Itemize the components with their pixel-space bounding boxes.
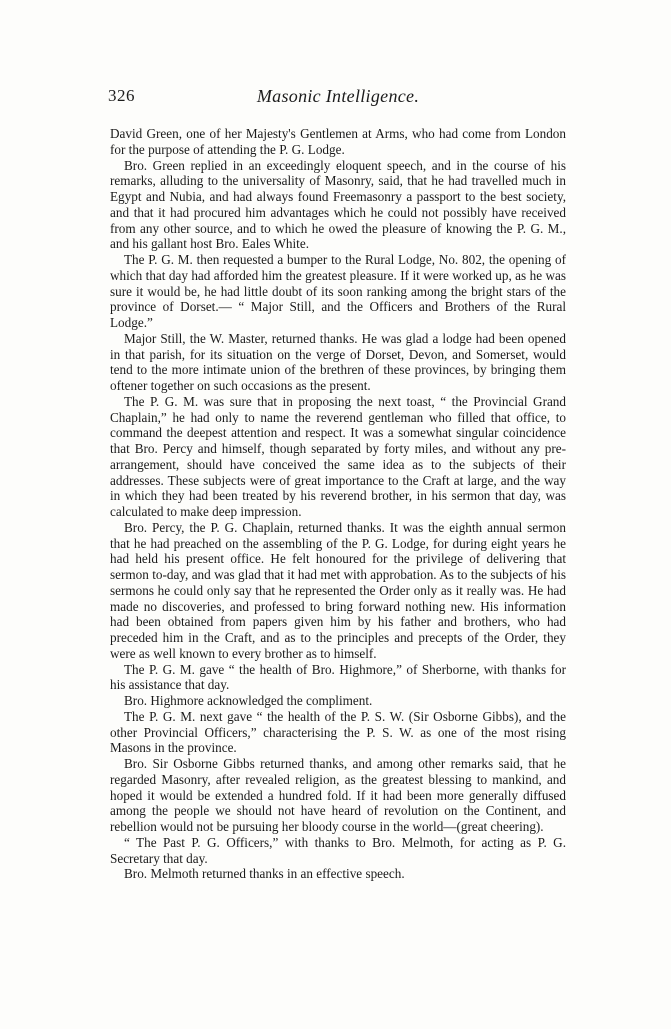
paragraph: Bro. Highmore acknowledged the compliment. [124,693,373,708]
page-header [108,86,568,116]
paragraph: The P. G. M. then requested a bumper to the Rural Lodge, No. 802, the opening of which that day had afforded him the greatest pleasure. If it were worked up, as he was sure it would be, he had little doubt of its soon ranking among the bright stars of the province of Dorset.— “ Major Still, and the Officers and Brothers of the Rural Lodge.” [110,252,566,330]
paragraph: The P. G. M. gave “ the health of Bro. Highmore,” of Sherborne, with thanks for his assistance that day. [110,661,566,693]
paragraph: Bro. Sir Osborne Gibbs returned thanks, and among other remarks said, that he regarded Masonry, after revealed religion, as the greatest blessing to mankind, and hoped it would be extended a hundred fold. If it had been more generally diffused among the people we should not have heard of revolution on the Continent, and rebellion would not be pursuing her bloody course in the world—(great cheering). [110,756,566,834]
paragraph: Major Still, the W. Master, returned thanks. He was glad a lodge had been opened in that parish, for its situation on the verge of Dorset, Devon, and Somerset, would tend to the more intimate union of the brethren of these provinces, by bringing them oftener together on such occasions as the present. [110,330,566,393]
paragraph: David Green, one of her Majesty's Gentlemen at Arms, who had come from London for the purpose of attending the P. G. Lodge. [110,126,566,157]
article-body [110,126,566,882]
paragraph: Bro. Percy, the P. G. Chaplain, returned thanks. It was the eighth annual sermon that he had preached on the assembling of the P. G. Lodge, for during eight years he had held his present office. He felt honoured for the privilege of delivering that sermon to-day, and was glad that it had met with approbation. As to the subjects of his sermons he could only say that he represented the Order only as it really was. He had made no discoveries, and professed to bring forward nothing new. His information had been obtained from papers given him by his father and brothers, who had preceded him in the Craft, and as to the principles and precepts of the Order, they were as well known to every brother as to himself. [110,519,566,661]
running-head: Masonic Intelligence. [256,86,420,106]
paragraph: The P. G. M. next gave “ the health of the P. S. W. (Sir Osborne Gibbs), and the other Provincial Officers,” characterising the P. S. W. as one of the most rising Masons in the province. [110,708,566,756]
paragraph: “ The Past P. G. Officers,” with thanks to Bro. Melmoth, for acting as P. G. Secretary that day. [110,834,566,866]
paragraph: Bro. Green replied in an exceedingly eloquent speech, and in the course of his remarks, alluding to the universality of Masonry, said, that he had travelled much in Egypt and Nubia, and had always found Freemasonry a passport to the best society, and that it had procured him advantages which he could not possibly have received from any other source, and to which he owed the pleasure of knowing the P. G. M., and his gallant host Bro. Eales White. [110,157,566,252]
page-number: 326 [108,86,135,105]
paragraph: The P. G. M. was sure that in proposing the next toast, “ the Provincial Grand Chaplain,” he had only to name the reverend gentleman who filled that office, to command the deepest attention and respect. It was a somewhat singular coincidence that Bro. Percy and himself, though separated by forty miles, and without any pre-arrangement, should have conceived the same idea as to the subjects of their addresses. These subjects were of great importance to the Craft at large, and the way in which they had been treated by his reverend brother, in his sermon that day, was calculated to make deep impression. [110,393,566,519]
paragraph: Bro. Melmoth returned thanks in an effective speech. [124,866,405,882]
